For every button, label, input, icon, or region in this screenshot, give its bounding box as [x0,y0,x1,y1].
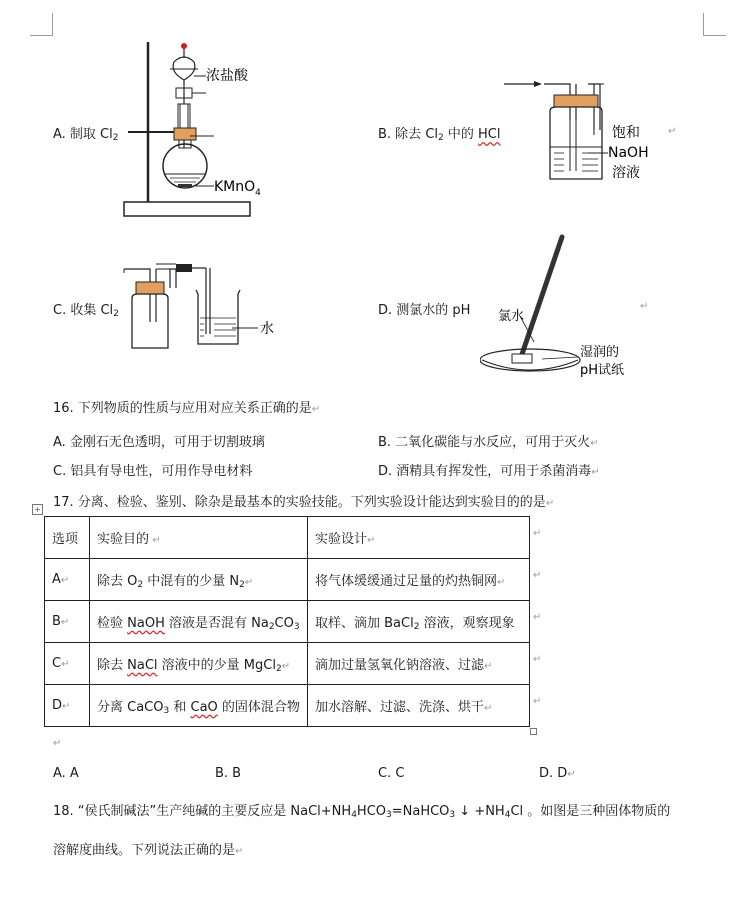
q16-option-a[interactable]: A. 金刚石无色透明，可用于切割玻璃 [53,435,265,450]
figure-b-apparatus [500,75,670,187]
q16-stem: 16. 下列物质的性质与应用对应关系正确的是↵ [53,401,321,416]
q15-option-b[interactable]: B. 除去 $Cl_2$ 中的 HCl [378,127,501,143]
q15-option-d[interactable]: D. 测氯水的 pH [378,303,471,318]
solution-label: 溶液 [612,165,640,181]
table-row [45,559,530,601]
row-end-mark: ↵ [533,654,542,665]
row-end-mark: ↵ [533,612,542,623]
acid-label: 浓盐酸 [206,68,248,84]
return-mark: ↵ [640,301,649,312]
paragraph-mark: ↵ [53,738,62,749]
row-end-mark: ↵ [533,570,542,581]
row-design: 取样、滴加 BaCl$_2$ 溶液，观察现象 [308,601,530,643]
table-header-row [45,517,530,559]
ph-paper-label-1: 湿润的 [580,345,620,360]
row-goal: 分离 CaCO$_3$ 和 CaO 的固体混合物 [90,685,308,727]
ph-paper-label-2: pH试纸 [580,363,625,378]
q15-option-a[interactable]: A. 制取 $Cl_2$ [53,127,119,143]
naoh-label: NaOH [608,145,649,161]
water-label: 水 [260,321,274,337]
q16-option-d[interactable]: D. 酒精具有挥发性，可用于杀菌消毒↵ [378,464,600,479]
table-row [45,601,530,643]
row-goal: 除去 $O_2$ 中混有的少量 $N_2↵$ [90,559,308,601]
q17-answer-d[interactable]: D. D↵ [539,766,576,781]
q18-stem-line1: 18. “侯氏制碱法”生产纯碱的主要反应是 $NaCl+NH_4HCO_3=NaHCO_3$ ↓ $+NH_4Cl$ 。如图是三种固体物质的 [53,804,671,820]
row-goal: 除去 NaCl 溶液中的少量 MgCl$_2$↵ [90,643,308,685]
row-design: 将气体缓缓通过足量的灼热铜网↵ [308,559,530,601]
q16-option-b[interactable]: B. 二氧化碳能与水反应，可用于灭火↵ [378,435,599,450]
row-goal: 检验 NaOH 溶液是否混有 $Na_2CO_3$ [90,601,308,643]
header-goal: 实验目的 ↵ [90,517,308,559]
table-move-handle[interactable]: + [32,504,43,515]
q18-stem-line2: 溶解度曲线。下列说法正确的是↵ [53,843,244,858]
row-design: 加水溶解、过滤、洗涤、烘干↵ [308,685,530,727]
kmno4-label: KMnO$_4$ [214,179,261,198]
page-corner-top-right [703,13,726,36]
q17-answer-b[interactable]: B. B [215,766,242,781]
row-end-mark: ↵ [533,696,542,707]
figure-d-apparatus [480,232,640,380]
row-end-mark: ↵ [533,528,542,539]
q15-option-c[interactable]: C. 收集 $Cl_2$ [53,303,119,319]
row-option: D↵ [45,685,90,727]
q16-option-c[interactable]: C. 铝具有导电性，可用作导电材料 [53,464,253,479]
chlorine-water-label: 氯水 [498,309,525,324]
row-design: 滴加过量氢氧化钠溶液、过滤↵ [308,643,530,685]
row-option: B↵ [45,601,90,643]
q17-answer-c[interactable]: C. C [378,766,405,781]
table-row [45,685,530,727]
header-option: 选项 [45,517,90,559]
saturated-label: 饱和 [612,125,640,141]
row-option: C↵ [45,643,90,685]
return-mark: ↵ [668,126,677,137]
header-design: 实验设计↵ [308,517,530,559]
page-corner-top-left [30,13,53,36]
figure-c-apparatus [120,260,290,352]
table-row [45,643,530,685]
q17-answer-a[interactable]: A. A [53,766,79,781]
experiment-table [44,516,530,727]
row-option: A↵ [45,559,90,601]
table-resize-handle[interactable] [530,728,537,735]
figure-a-apparatus [118,38,288,220]
q17-stem: 17. 分离、检验、鉴别、除杂是最基本的实验技能。下列实验设计能达到实验目的的是↵ [53,495,555,510]
